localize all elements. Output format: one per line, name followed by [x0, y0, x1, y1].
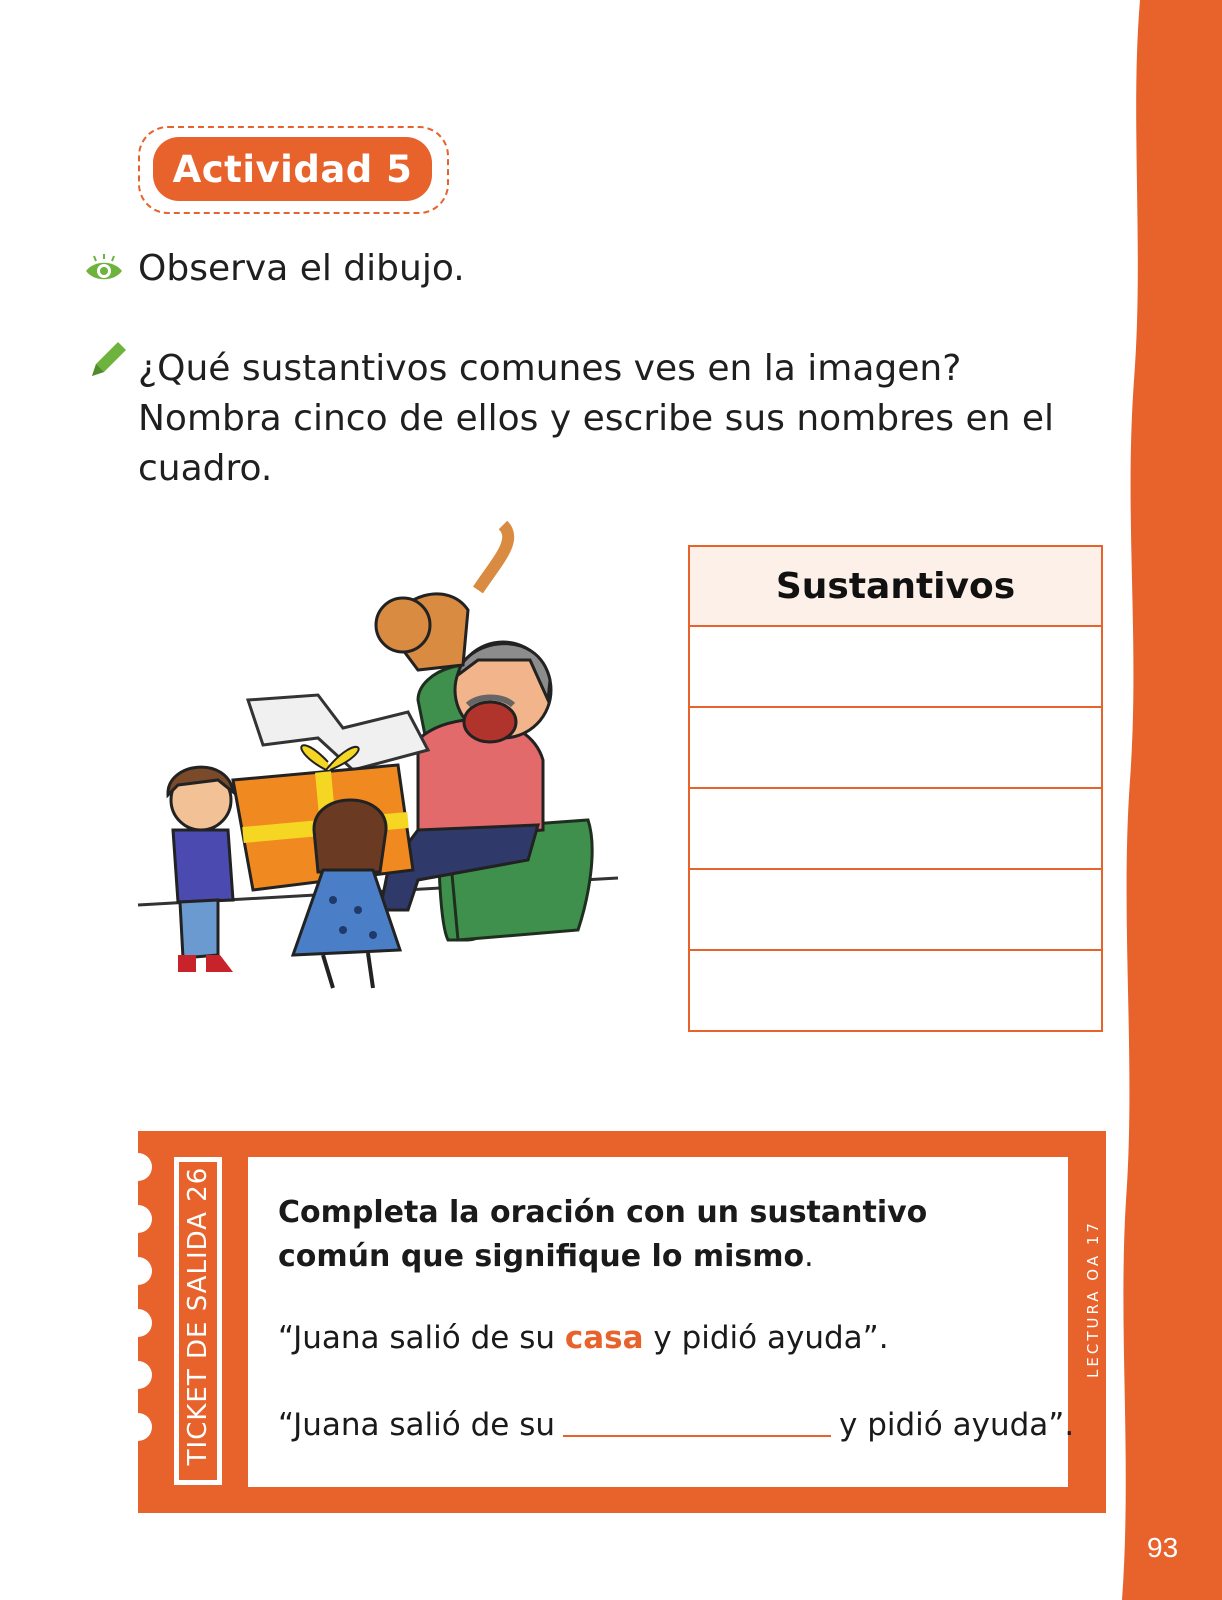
answer-blank[interactable]: [563, 1417, 831, 1437]
nouns-table: [688, 545, 1103, 1032]
ticket-label-box: [174, 1157, 222, 1485]
fill-in-sentence-end: y pidió ayuda”.: [839, 1407, 1075, 1443]
ticket-notch: [124, 1257, 152, 1285]
ticket-notch: [124, 1205, 152, 1233]
ticket-label: TICKET DE SALIDA 26: [183, 1166, 213, 1466]
activity-badge: [138, 126, 449, 214]
ticket-instruction: [278, 1191, 1038, 1279]
noun-answer-cell[interactable]: [689, 626, 1102, 707]
ticket-notch: [124, 1361, 152, 1389]
ticket-instruction-text: Completa la oración con un sustantivo común que signifique lo mismo: [278, 1195, 928, 1274]
activity-title: Actividad 5: [153, 137, 432, 201]
question-instruction: ¿Qué sustantivos comunes ves en la imagen? Nombra cinco de ellos y escribe sus nombres en el cuadro.: [138, 348, 1055, 489]
noun-answer-cell[interactable]: [689, 707, 1102, 788]
example-sentence-start: “Juana salió de su: [278, 1320, 565, 1356]
page-number: 93: [1147, 1532, 1179, 1563]
exit-ticket: [138, 1131, 1106, 1513]
noun-answer-cell[interactable]: [689, 869, 1102, 950]
observe-instruction: Observa el dibujo.: [138, 248, 465, 289]
example-sentence-end: y pidió ayuda”.: [643, 1320, 889, 1356]
side-band: [1100, 0, 1222, 1600]
pencil-icon: [86, 338, 130, 382]
ticket-content: [248, 1157, 1075, 1487]
ticket-notch: [124, 1153, 152, 1181]
ticket-notch: [124, 1309, 152, 1337]
noun-answer-cell[interactable]: [689, 950, 1102, 1031]
noun-answer-cell[interactable]: [689, 788, 1102, 869]
ticket-notch: [124, 1413, 152, 1441]
eye-icon: [82, 254, 126, 284]
curriculum-code: LECTURA OA 17: [1084, 1220, 1102, 1378]
fill-in-sentence-start: “Juana salió de su: [278, 1407, 555, 1443]
nouns-table-header: Sustantivos: [689, 546, 1102, 626]
example-sentence: [278, 1320, 889, 1356]
fill-in-sentence: [278, 1407, 1074, 1443]
family-gift-illustration: [118, 500, 648, 1060]
ticket-instruction-period: .: [804, 1239, 814, 1274]
highlighted-noun: casa: [564, 1320, 644, 1356]
